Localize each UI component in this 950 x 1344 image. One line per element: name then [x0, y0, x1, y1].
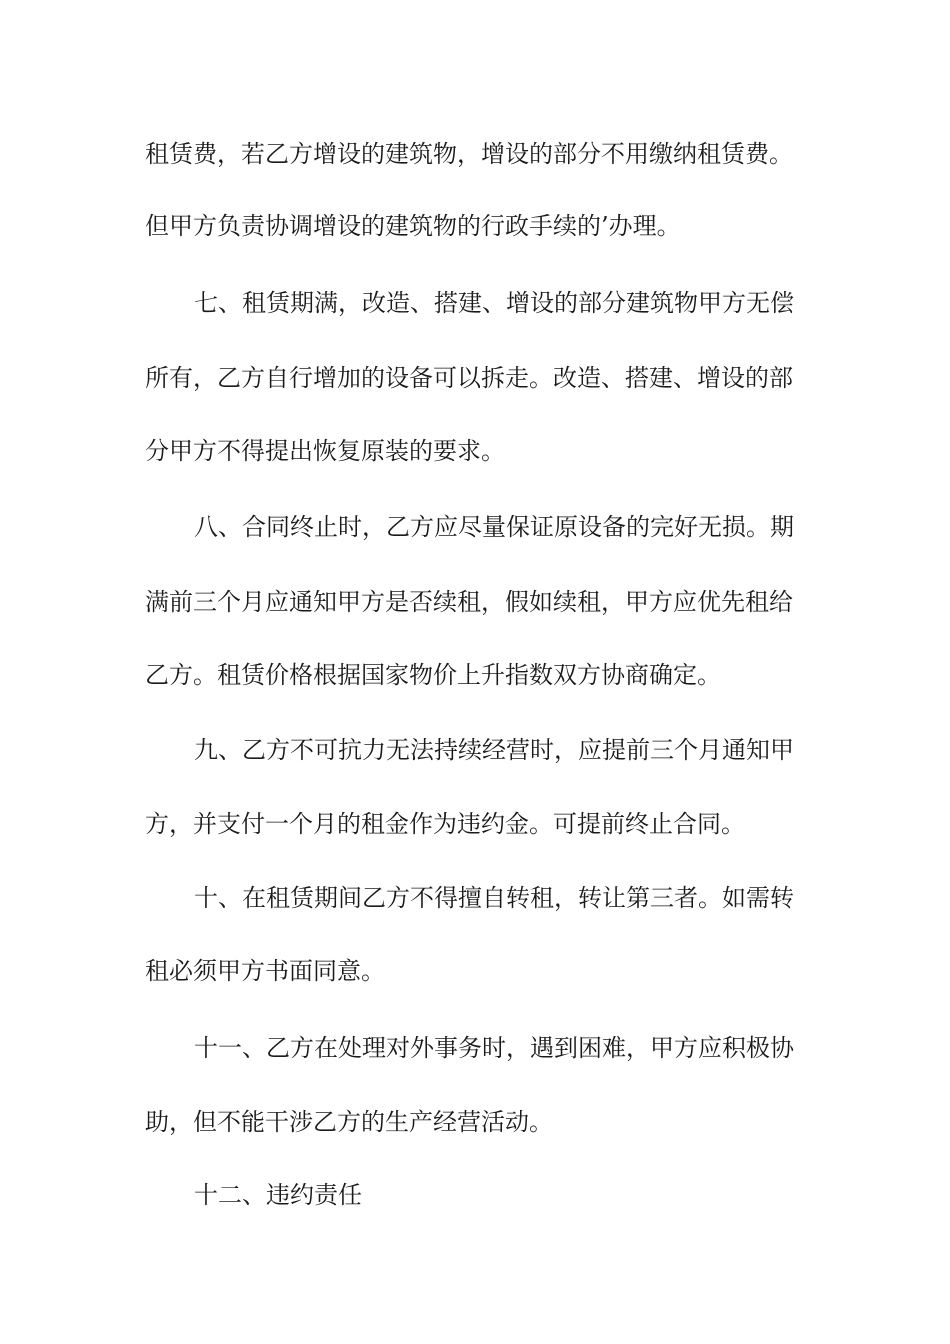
text-line: 租赁费，若乙方增设的建筑物，增设的部分不用缴纳租赁费。: [145, 140, 793, 168]
text-line: 乙方。租赁价格根据国家物价上升指数双方协商确定。: [145, 661, 721, 689]
text-line: 租必须甲方书面同意。: [145, 957, 385, 985]
paragraph-10-heading-line: 十、在租赁期间乙方不得擅自转租，转让第三者。如需转: [194, 884, 794, 912]
text-line: 助，但不能干涉乙方的生产经营活动。: [145, 1108, 553, 1136]
text-line: 所有，乙方自行增加的设备可以拆走。改造、搭建、增设的部: [145, 364, 793, 392]
paragraph-11-heading-line: 十一、乙方在处理对外事务时，遇到困难，甲方应积极协: [194, 1034, 794, 1062]
text-line: 分甲方不得提出恢复原装的要求。: [145, 437, 505, 465]
paragraph-9-heading-line: 九、乙方不可抗力无法持续经营时，应提前三个月通知甲: [194, 736, 794, 764]
paragraph-8-heading-line: 八、合同终止时，乙方应尽量保证原设备的完好无损。期: [194, 513, 794, 541]
section-heading-breach-liability: 十二、违约责任: [194, 1181, 362, 1209]
text-line: 但甲方负责协调增设的建筑物的行政手续的’办理。: [145, 212, 681, 240]
paragraph-7-heading-line: 七、租赁期满，改造、搭建、增设的部分建筑物甲方无偿: [194, 289, 794, 317]
text-line: 满前三个月应通知甲方是否续租，假如续租，甲方应优先租给: [145, 588, 793, 616]
text-line: 方，并支付一个月的租金作为违约金。可提前终止合同。: [145, 810, 745, 838]
